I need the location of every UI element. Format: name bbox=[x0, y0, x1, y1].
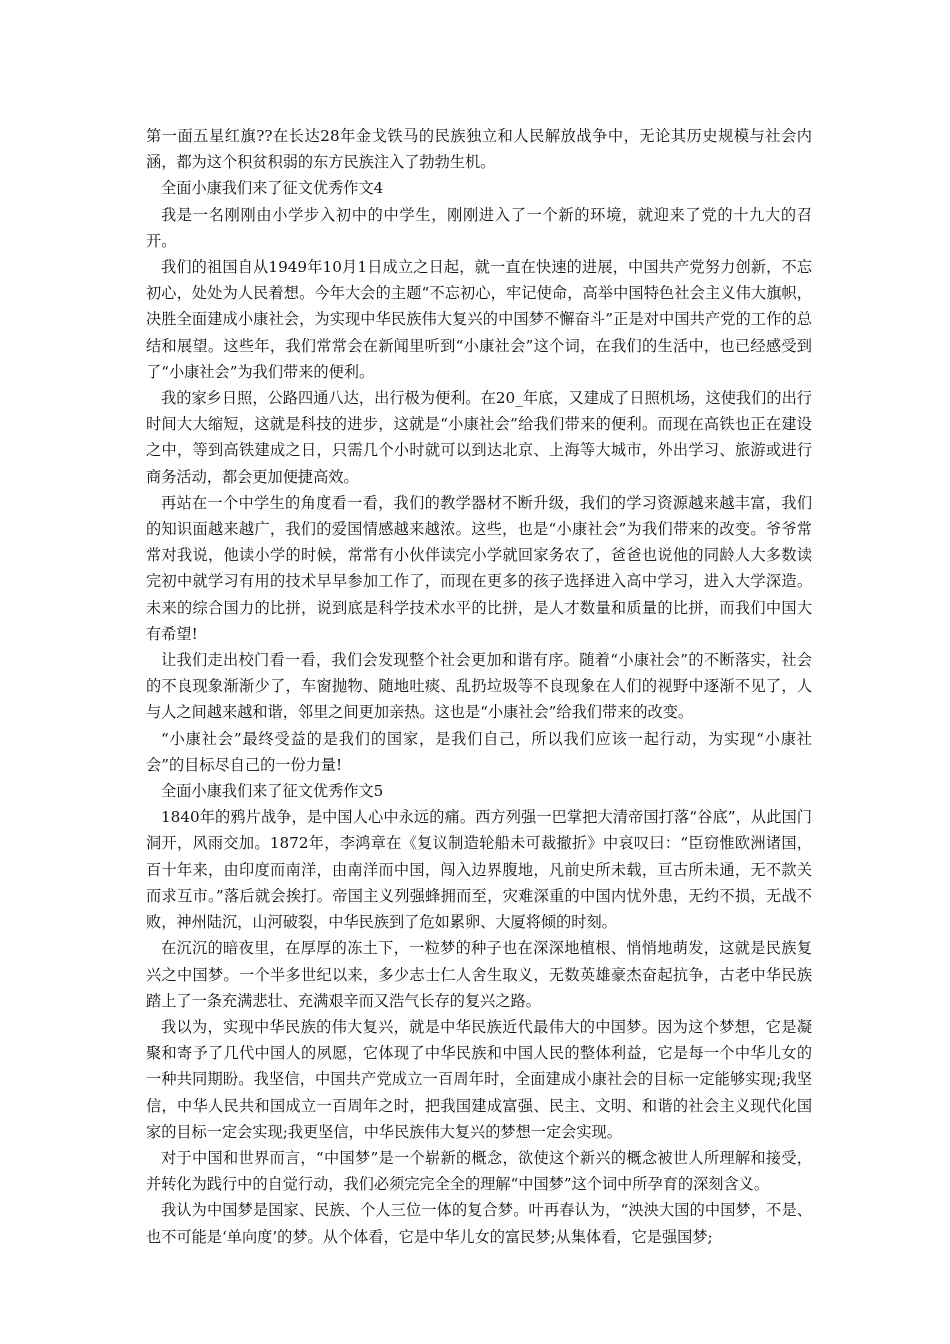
paragraph: 我们的祖国自从1949年10月1日成立之日起，就一直在快速的进展，中国共产党努力创新，不忘初心，处处为人民着想。今年大会的主题“不忘初心，牢记使命，高举中国特色社会主义伟大旗帜，决胜全面建成小康社会，为实现中华民族伟大复兴的中国梦不懈奋斗”正是对中国共产党的工作的总结和展望。这些年，我们常常会在新闻里听到“小康社会”这个词，在我们的生活中，也已经感受到了“小康社会”为我们带来的便利。 bbox=[146, 258, 812, 381]
document-page bbox=[146, 123, 812, 1250]
paragraph: 我以为，实现中华民族的伟大复兴，就是中华民族近代最伟大的中国梦。因为这个梦想，它是凝聚和寄予了几代中国人的夙愿，它体现了中华民族和中国人民的整体利益，它是每一个中华儿女的一种共同期盼。我坚信，中国共产党成立一百周年时，全面建成小康社会的目标一定能够实现;我坚信，中华人民共和国成立一百周年之时，把我国建成富强、民主、文明、和谐的社会主义现代化国家的目标一定会实现;我更坚信，中华民族伟大复兴的梦想一定会实现。 bbox=[146, 1017, 812, 1141]
paragraph: 再站在一个中学生的角度看一看，我们的教学器材不断升级，我们的学习资源越来越丰富，我们的知识面越来越广，我们的爱国情感越来越浓。这些，也是“小康社会”为我们带来的改变。爷爷常常对我说，他读小学的时候，常常有小伙伴读完小学就回家务农了，爸爸也说他的同龄人大多数读完初中就学习有用的技术早早参加工作了，而现在更多的孩子选择进入高中学习，进入大学深造。未来的综合国力的比拼，说到底是科学技术水平的比拼，是人才数量和质量的比拼，而我们中国大有希望! bbox=[146, 493, 812, 643]
paragraph-continued: 第一面五星红旗??在长达28年金戈铁马的民族独立和人民解放战争中，无论其历史规模与社会内涵，都为这个积贫积弱的东方民族注入了勃勃生机。 bbox=[146, 127, 812, 172]
paragraph: 在沉沉的暗夜里，在厚厚的冻土下，一粒梦的种子也在深深地植根、悄悄地萌发，这就是民族复兴之中国梦。一个半多世纪以来，多少志士仁人舍生取义，无数英雄豪杰奋起抗争，古老中华民族踏上了一条充满悲壮、充满艰辛而又浩气长存的复兴之路。 bbox=[146, 939, 812, 1010]
paragraph: “小康社会”最终受益的是我们的国家，是我们自己，所以我们应该一起行动，为实现“小康社会”的目标尽自己的一份力量! bbox=[146, 729, 812, 774]
paragraph: 对于中国和世界而言，“中国梦”是一个崭新的概念，欲使这个新兴的概念被世人所理解和接受，并转化为践行中的自觉行动，我们必须完完全全的理解“中国梦”这个词中所孕育的深刻含义。 bbox=[146, 1148, 812, 1194]
section-heading-essay-5: 全面小康我们来了征文优秀作文5 bbox=[161, 782, 384, 801]
section-heading-essay-4: 全面小康我们来了征文优秀作文4 bbox=[161, 179, 384, 198]
paragraph: 让我们走出校门看一看，我们会发现整个社会更加和谐有序。随着“小康社会”的不断落实，社会的不良现象渐渐少了，车窗抛物、随地吐痰、乱扔垃圾等不良现象在人们的视野中逐渐不见了，人与人之间越来越和谐，邻里之间更加亲热。这也是“小康社会”给我们带来的改变。 bbox=[146, 651, 812, 722]
paragraph: 我的家乡日照，公路四通八达，出行极为便利。在20_年底，又建成了日照机场，这使我们的出行时间大大缩短，这就是科技的进步，这就是“小康社会”给我们带来的便利。而现在高铁也正在建设之中，等到高铁建成之日，只需几个小时就可以到达北京、上海等大城市，外出学习、旅游或进行商务活动，都会更加便捷高效。 bbox=[146, 389, 812, 486]
paragraph: 我是一名刚刚由小学步入初中的中学生，刚刚进入了一个新的环境，就迎来了党的十九大的召开。 bbox=[146, 205, 812, 250]
paragraph: 我认为中国梦是国家、民族、个人三位一体的复合梦。叶再春认为，“泱泱大国的中国梦，不是、也不可能是‘单向度’的梦。从个体看，它是中华儿女的富民梦;从集体看，它是强国梦; bbox=[146, 1201, 812, 1246]
paragraph: 1840年的鸦片战争，是中国人心中永远的痛。西方列强一巴掌把大清帝国打落“谷底”，从此国门洞开，风雨交加。1872年，李鸿章在《复议制造轮船未可裁撤折》中哀叹曰：“臣窃惟欧洲诸国，百十年来，由印度而南洋，由南洋而中国，闯入边界腹地，凡前史所未载，亘古所未通，无不款关而求互市。”落后就会挨打。帝国主义列强蜂拥而至，灾难深重的中国内忧外患，无约不损，无战不败，神州陆沉，山河破裂，中华民族到了危如累卵、大厦将倾的时刻。 bbox=[146, 808, 812, 932]
